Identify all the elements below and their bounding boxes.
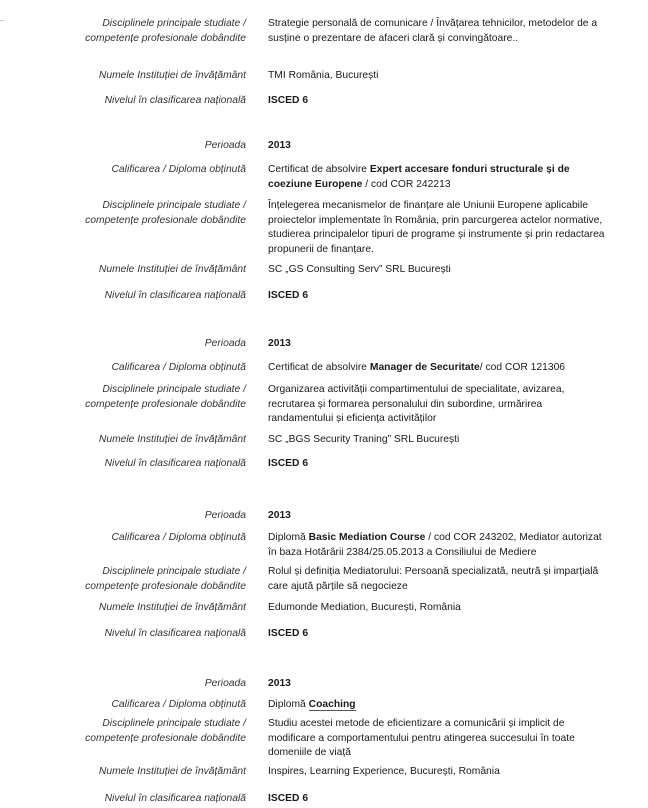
qualification-value [268, 163, 608, 192]
qualification-code: / cod COR 121306 [479, 362, 566, 373]
qualification-title: Expert accesare fonduri structurale și de coeziune Europene [268, 164, 570, 190]
level-label: Nivelul în clasificarea națională [104, 95, 246, 106]
qualification-value [268, 531, 608, 560]
disciplines-value: Strategie personală de comunicare / Învățarea tehnicilor, metodelor de a susține o prezentare de afaceri clară și convingătoare.. [268, 18, 598, 44]
label-line: Disciplinele principale studiate / [102, 718, 246, 729]
label-line: competențe profesionale dobândite [85, 32, 246, 44]
label-line: Disciplinele principale studiate / [102, 384, 246, 395]
level-label: Nivelul în clasificarea națională [104, 290, 246, 301]
qualification-value [268, 361, 608, 376]
education-entry [0, 337, 648, 477]
disciplines-value: Înțelegerea mecanismelor de finanțare ale Uniunii Europene aplicabile proiectelor implementate în România, prin parcurgerea actelor normative, studierea principalelor tipuri de programe și instrumente și prin redactarea propunerii de finanțare. [268, 200, 605, 255]
label-line: competențe profesionale dobândite [85, 398, 246, 410]
qualification-prefix: Diplomă [268, 699, 309, 710]
qualification-prefix: Certificat de absolvire [268, 362, 370, 373]
level-value: ISCED 6 [268, 95, 309, 106]
label-line: Disciplinele principale studiate / [102, 18, 246, 29]
level-label: Nivelul în clasificarea națională [104, 628, 246, 639]
level-value: ISCED 6 [268, 628, 309, 639]
label-line: Disciplinele principale studiate / [102, 566, 246, 577]
disciplines-label [6, 717, 246, 746]
institution-label: Numele Instituției de învățământ [98, 602, 246, 613]
period-label: Perioada [204, 678, 246, 689]
qualification-title: Basic Mediation Course [308, 532, 426, 543]
label-line: competențe profesionale dobândite [85, 214, 246, 226]
institution-value: Edumonde Mediation, București, România [268, 602, 461, 613]
disciplines-value: Rolul și definiția Mediatorului: Persoană specializată, neutră și imparțială care ajută părțile să negocieze [268, 566, 599, 592]
qualification-title: Manager de Securitate [369, 362, 480, 373]
institution-label: Numele Instituției de învățământ [98, 766, 246, 777]
qualification-label: Calificarea / Diploma obținută [111, 532, 246, 543]
period-value: 2013 [268, 338, 291, 349]
period-value: 2013 [268, 510, 291, 521]
qualification-label: Calificarea / Diploma obținută [111, 699, 246, 710]
institution-label: Numele Instituției de învățământ [98, 264, 246, 275]
institution-value: TMI România, București [268, 70, 379, 81]
period-label: Perioada [204, 510, 246, 521]
institution-value: Inspires, Learning Experience, București, România [268, 766, 500, 777]
period-label: Perioada [204, 338, 246, 349]
period-value: 2013 [268, 678, 291, 689]
level-value: ISCED 6 [268, 793, 309, 804]
disciplines-label [6, 17, 246, 46]
education-entry [0, 17, 648, 114]
label-line: competențe profesionale dobândite [85, 580, 246, 592]
education-entry [0, 677, 648, 806]
period-label: Perioada [204, 140, 246, 151]
institution-value: SC „BGS Security Traning” SRL București [268, 434, 460, 445]
disciplines-label [6, 565, 246, 594]
disciplines-value: Organizarea activității compartimentului de specialitate, avizarea, recrutarea și formarea personalului din subordine, urmărirea randamentului și eficiența activităților [268, 384, 565, 424]
label-line: Disciplinele principale studiate / [102, 200, 246, 211]
disciplines-label [6, 199, 246, 228]
institution-value: SC „GS Consulting Serv” SRL București [268, 264, 451, 275]
qualification-label: Calificarea / Diploma obținută [111, 164, 246, 175]
period-value: 2013 [268, 140, 291, 151]
level-label: Nivelul în clasificarea națională [104, 458, 246, 469]
qualification-prefix: Diplomă [268, 532, 309, 543]
disciplines-value: Studiu acestei metode de eficientizare a comunicării și implicit de modificare a comportamentului pentru atingerea succesului în toate domeniile de viață [268, 718, 575, 758]
qualification-code: / cod COR 242213 [362, 178, 451, 190]
level-label: Nivelul în clasificarea națională [104, 793, 246, 804]
label-line: competențe profesionale dobândite [85, 732, 246, 744]
qualification-label: Calificarea / Diploma obținută [111, 362, 246, 373]
qualification-prefix: Certificat de absolvire [268, 164, 370, 175]
disciplines-label [6, 383, 246, 412]
qualification-value [268, 698, 608, 713]
education-entry [0, 139, 648, 309]
qualification-title: Coaching [308, 699, 356, 710]
institution-label: Numele Instituției de învățământ [98, 434, 246, 445]
qualification-code: / cod COR 243202, Mediator autorizat în baza Hotărârii 2384/25.05.2013 a Consiliului de Mediere [268, 532, 602, 558]
level-value: ISCED 6 [268, 290, 309, 301]
level-value: ISCED 6 [268, 458, 309, 469]
education-entry [0, 509, 648, 647]
institution-label: Numele Instituției de învățământ [98, 70, 246, 81]
